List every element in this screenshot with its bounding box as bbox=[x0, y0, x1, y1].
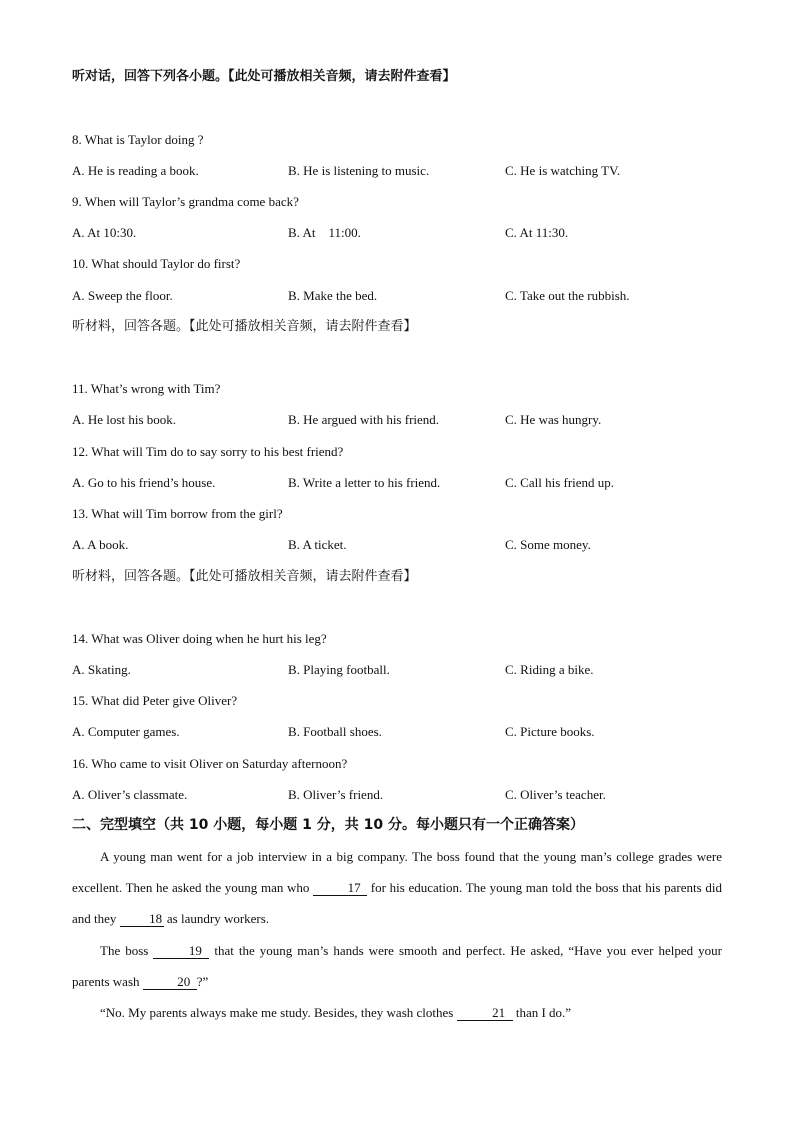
blank-20[interactable]: 20 bbox=[143, 975, 197, 990]
question-11: 11. What’s wrong with Tim? bbox=[72, 381, 221, 396]
q15-option-b: B. Football shoes. bbox=[288, 724, 382, 739]
q11-option-c: C. He was hungry. bbox=[505, 412, 602, 427]
q15-option-a: A. Computer games. bbox=[72, 724, 180, 739]
passage-text: that the young man’s hands were smooth and perfect. He asked, “Have you ever helped your parents wash bbox=[72, 943, 722, 989]
q14-option-c: C. Riding a bike. bbox=[505, 662, 594, 677]
q8-option-a: A. He is reading a book. bbox=[72, 163, 199, 178]
question-12: 12. What will Tim do to say sorry to his best friend? bbox=[72, 444, 344, 459]
passage-text: The boss bbox=[100, 943, 154, 958]
q14-option-a: A. Skating. bbox=[72, 662, 131, 677]
passage-text: for his education. The young man told the boss that his parents did and they bbox=[72, 880, 722, 926]
q11-option-b: B. He argued with his friend. bbox=[288, 412, 440, 427]
question-15: 15. What did Peter give Oliver? bbox=[72, 693, 238, 708]
q9-option-a: A. At 10:30. bbox=[72, 225, 137, 240]
q16-option-a: A. Oliver’s classmate. bbox=[72, 787, 188, 802]
q16-option-b: B. Oliver’s friend. bbox=[288, 787, 384, 802]
section-2-title: 二、完型填空（共 10 小题，每小题 1 分，共 10 分。每小题只有一个正确答案） bbox=[72, 817, 584, 833]
listening-instruction-1: 听对话，回答下列各小题。【此处可播放相关音频，请去附件查看】 bbox=[72, 68, 456, 83]
q9-option-c: C. At 11:30. bbox=[505, 225, 569, 240]
q14-option-b: B. Playing football. bbox=[288, 662, 390, 677]
q12-option-c: C. Call his friend up. bbox=[505, 475, 615, 490]
q13-option-b: B. A ticket. bbox=[288, 537, 347, 552]
q15-option-c: C. Picture books. bbox=[505, 724, 595, 739]
q13-option-c: C. Some money. bbox=[505, 537, 591, 552]
q16-option-c: C. Oliver’s teacher. bbox=[505, 787, 606, 802]
passage-text: than I do.” bbox=[512, 1005, 572, 1020]
blank-17[interactable]: 17 bbox=[313, 881, 367, 896]
listening-instruction-3: 听材料，回答各题。【此处可播放相关音频，请去附件查看】 bbox=[72, 568, 417, 583]
q13-option-a: A. A book. bbox=[72, 537, 129, 552]
listening-instruction-2: 听材料，回答各题。【此处可播放相关音频，请去附件查看】 bbox=[72, 318, 417, 333]
blank-19[interactable]: 19 bbox=[153, 944, 209, 959]
q10-option-b: B. Make the bed. bbox=[288, 288, 378, 303]
passage-text: as laundry workers. bbox=[163, 911, 270, 926]
q8-option-b: B. He is listening to music. bbox=[288, 163, 430, 178]
q12-option-a: A. Go to his friend’s house. bbox=[72, 475, 216, 490]
q8-option-c: C. He is watching TV. bbox=[505, 163, 621, 178]
passage-text: A young man went for a job interview in a big company. The boss found that the young man’s college grades were excellent. Then he asked the young man who bbox=[72, 849, 722, 895]
q11-option-a: A. He lost his book. bbox=[72, 412, 176, 427]
passage-paragraph-2 bbox=[72, 935, 722, 997]
question-13: 13. What will Tim borrow from the girl? bbox=[72, 506, 283, 521]
q10-option-c: C. Take out the rubbish. bbox=[505, 288, 630, 303]
blank-18[interactable]: 18 bbox=[120, 912, 164, 927]
blank-21[interactable]: 21 bbox=[457, 1006, 513, 1021]
question-9: 9. When will Taylor’s grandma come back? bbox=[72, 194, 299, 209]
question-8: 8. What is Taylor doing ? bbox=[72, 132, 204, 147]
question-16: 16. Who came to visit Oliver on Saturday afternoon? bbox=[72, 756, 348, 771]
passage-text: “No. My parents always make me study. Besides, they wash clothes bbox=[100, 1005, 457, 1020]
q9-option-b: B. At 11:00. bbox=[288, 225, 361, 240]
q12-option-b: B. Write a letter to his friend. bbox=[288, 475, 441, 490]
question-14: 14. What was Oliver doing when he hurt his leg? bbox=[72, 631, 327, 646]
passage-text: ?” bbox=[196, 974, 209, 989]
passage-paragraph-3 bbox=[72, 997, 722, 1028]
q10-option-a: A. Sweep the floor. bbox=[72, 288, 173, 303]
passage-paragraph-1 bbox=[72, 841, 722, 934]
question-10: 10. What should Taylor do first? bbox=[72, 256, 241, 271]
